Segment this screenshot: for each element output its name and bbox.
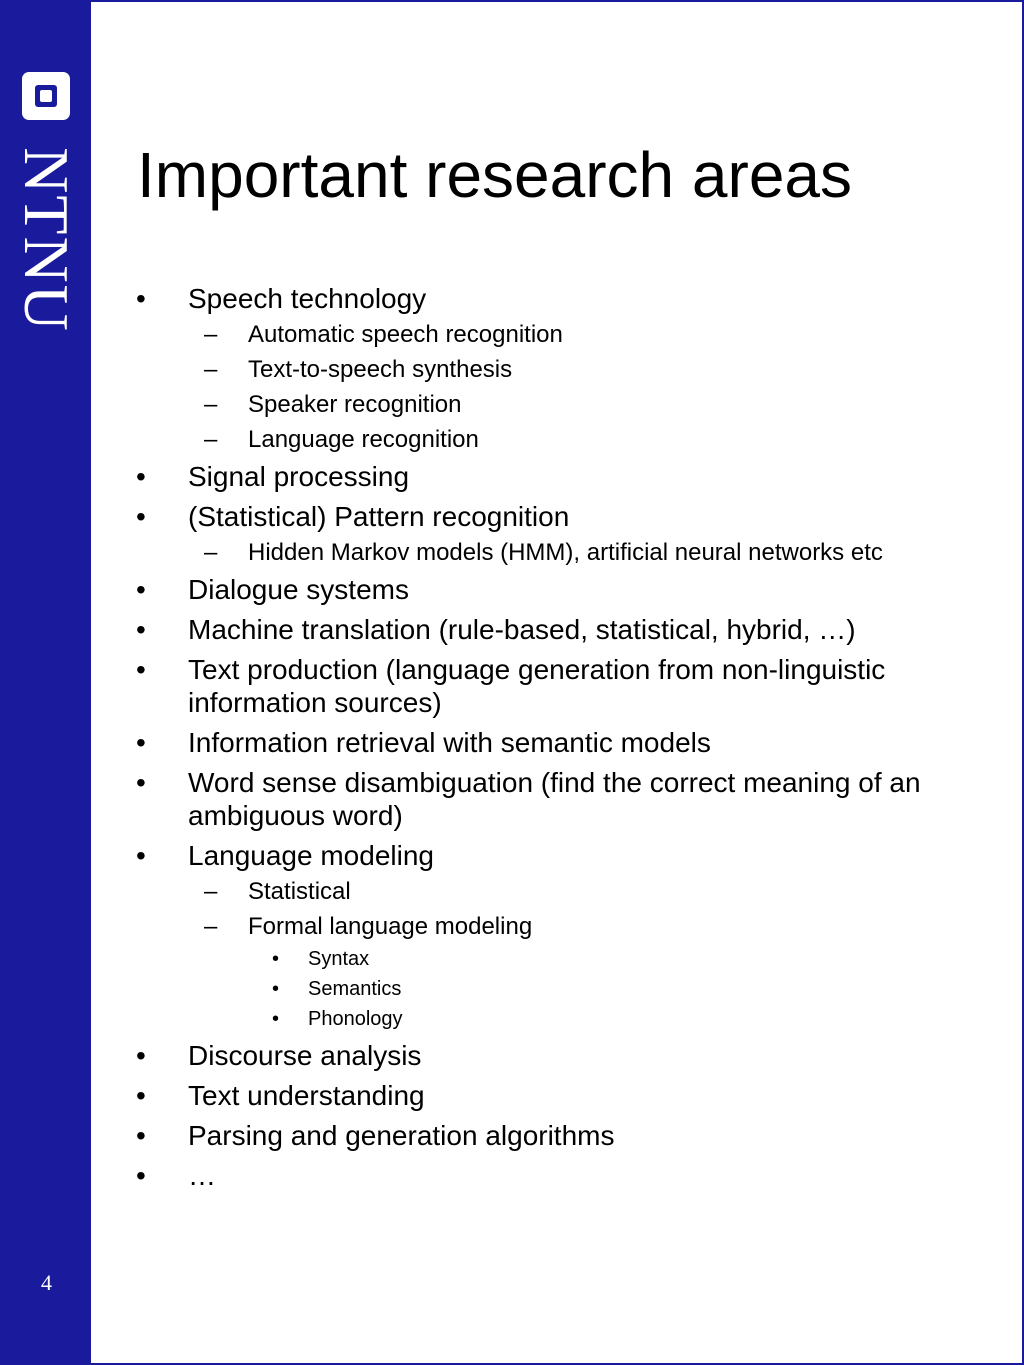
bullet-icon: • [136,1120,146,1151]
list-item [132,390,962,419]
list-item-text: Text understanding [188,1080,425,1111]
list-item-text: Discourse analysis [188,1040,422,1071]
list-item [132,839,962,872]
bullet-icon: • [272,978,280,1000]
bullet-icon: • [136,1040,146,1071]
bullet-icon: • [272,948,280,970]
list-item-text: Information retrieval with semantic models [188,727,711,758]
list-item-text: Phonology [308,1008,403,1030]
bullet-icon: • [136,1160,146,1191]
bullet-icon: • [136,574,146,605]
list-item [132,282,962,315]
list-item-text: Text production (language generation from non-linguistic information sources) [188,654,886,718]
list-item [132,912,962,941]
dash-icon: – [204,426,218,453]
list-item-text: Automatic speech recognition [248,321,563,348]
dash-icon: – [204,539,218,566]
list-item [132,1079,962,1112]
list-item-text: Speech technology [188,283,427,314]
bullet-icon: • [136,727,146,758]
list-item-text: Speaker recognition [248,391,462,418]
list-item [132,977,962,1001]
bullet-icon: • [136,1080,146,1111]
list-item-text: Statistical [248,878,351,905]
list-item [132,1119,962,1152]
list-item-text: Semantics [308,978,402,1000]
list-item [132,653,962,719]
list-item [132,355,962,384]
bullet-list [132,282,962,1199]
list-item-text: Machine translation (rule-based, statistical, hybrid, …) [188,614,856,645]
list-item-text: Parsing and generation algorithms [188,1120,615,1151]
list-item-text: Word sense disambiguation (find the correct meaning of an ambiguous word) [188,767,921,831]
list-item-text: Syntax [308,948,370,970]
list-item [132,726,962,759]
page-title: Important research areas [137,139,852,211]
list-item-text: Formal language modeling [248,913,533,940]
dash-icon: – [204,321,218,348]
bullet-icon: • [136,501,146,532]
page-number: 4 [41,1270,52,1295]
dash-icon: – [204,878,218,905]
bullet-icon: • [272,1008,280,1030]
list-item [132,1039,962,1072]
list-item [132,877,962,906]
list-item-text: (Statistical) Pattern recognition [188,501,570,532]
list-item [132,1159,962,1192]
dash-icon: – [204,391,218,418]
list-item-text: Hidden Markov models (HMM), artificial neural networks etc [248,539,883,566]
bullet-icon: • [136,283,146,314]
dash-icon: – [204,356,218,383]
list-item [132,613,962,646]
list-item-text: … [188,1160,216,1191]
list-item [132,766,962,832]
logo-text: NTNU [11,147,82,333]
list-item [132,425,962,454]
list-item-text: Language modeling [188,840,434,871]
list-item-text: Language recognition [248,426,479,453]
list-item [132,500,962,533]
sidebar [2,2,91,1363]
list-item [132,538,962,567]
bullet-icon: • [136,461,146,492]
bullet-icon: • [136,614,146,645]
list-item-text: Text-to-speech synthesis [248,356,513,383]
list-item [132,460,962,493]
list-item-text: Dialogue systems [188,574,409,605]
ntnu-logo-icon [22,72,70,120]
list-item [132,573,962,606]
list-item [132,1007,962,1031]
bullet-icon: • [136,654,146,685]
bullet-icon: • [136,767,146,798]
list-item [132,947,962,971]
list-item-text: Signal processing [188,461,410,492]
bullet-icon: • [136,840,146,871]
list-item [132,320,962,349]
dash-icon: – [204,913,218,940]
